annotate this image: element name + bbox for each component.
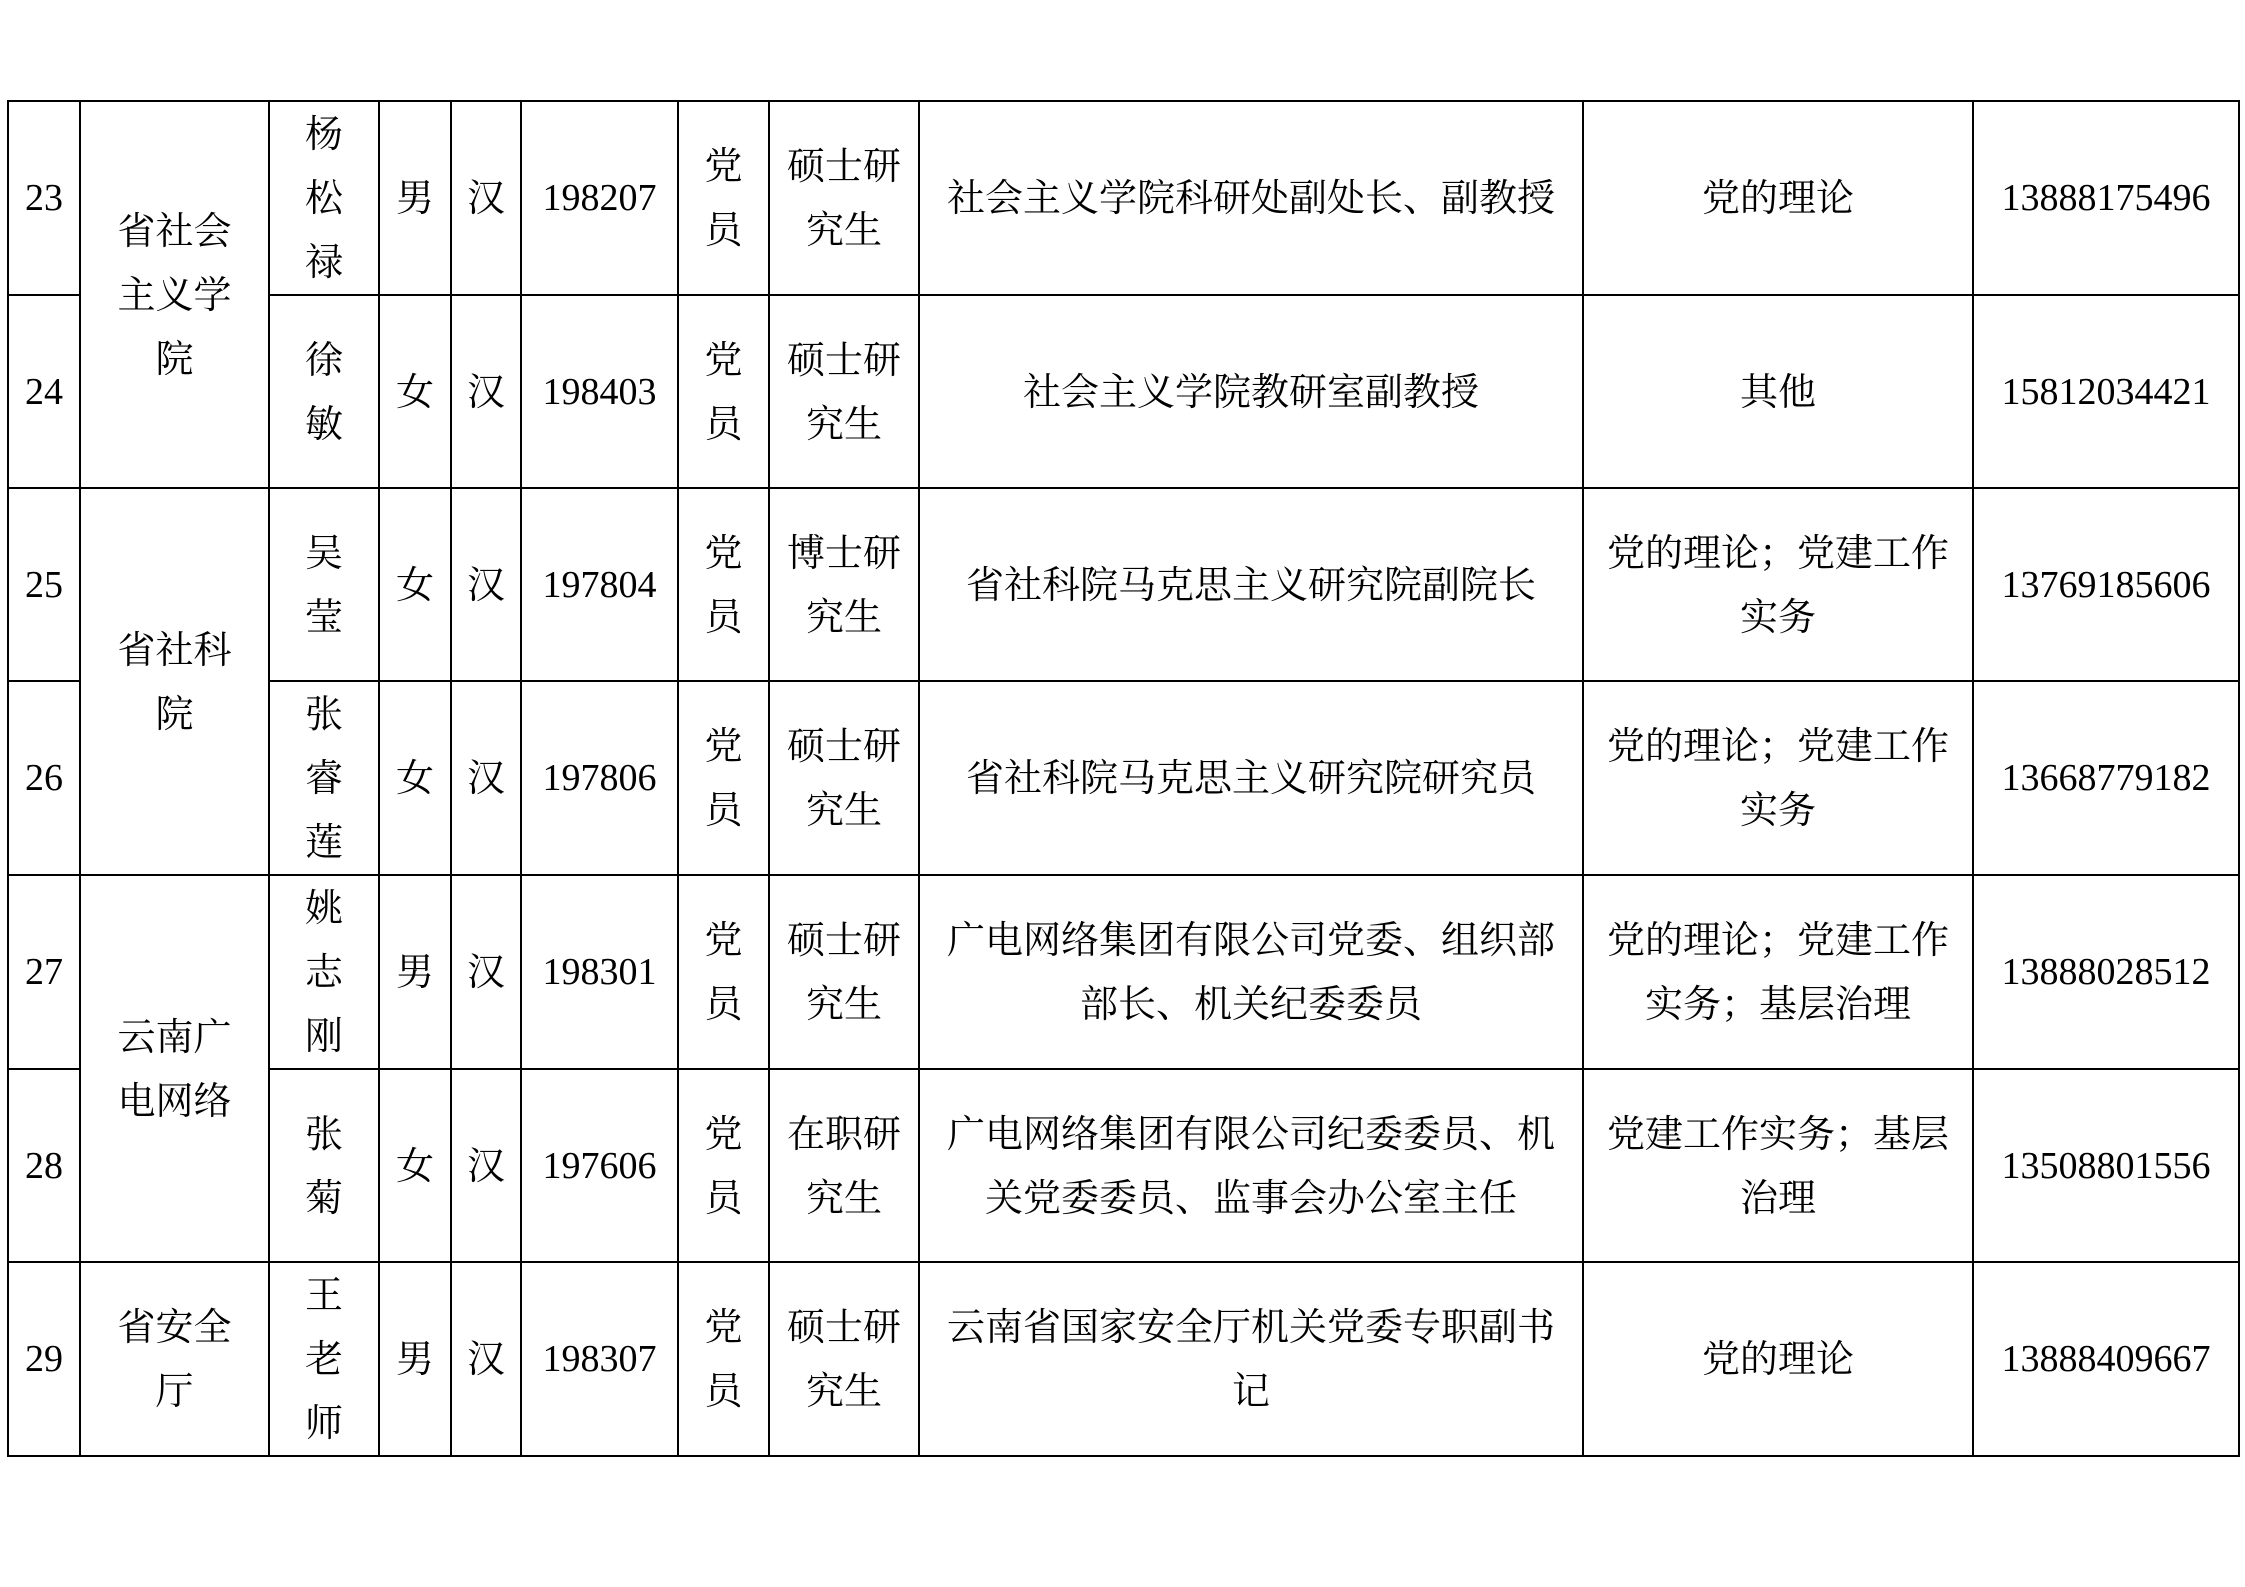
education-level: 博士研究生 [786,530,901,639]
topic-area: 党建工作实务；基层治理 [1606,1111,1949,1220]
unit-name: 省安全厅 [117,1305,232,1413]
table-row [8,1069,2239,1262]
birth-date-cell: 198301 [521,875,678,1069]
name-cell [269,295,379,488]
topic-area: 党的理论；党建工作实务；基层治理 [1606,918,1949,1026]
topic-cell [1583,875,1973,1069]
topic-cell [1583,681,1973,875]
party-cell [678,681,769,875]
education-cell [769,875,919,1069]
topic-area: 党的理论 [1701,176,1854,220]
topic-cell [1583,101,1973,295]
ethnicity-cell: 汉 [451,1069,521,1262]
party-cell [678,875,769,1069]
party-cell [678,1069,769,1262]
party-status: 党员 [704,918,743,1026]
gender-cell: 女 [379,1069,451,1262]
unit-cell [80,875,269,1262]
table-row [8,488,2239,681]
unit-cell [80,488,269,875]
party-cell [678,295,769,488]
phone-cell: 13508801556 [1973,1069,2239,1262]
name-cell [269,488,379,681]
table-row [8,875,2239,1069]
position-cell [919,875,1583,1069]
topic-area: 其他 [1739,369,1816,414]
party-status: 党员 [704,530,743,639]
party-cell [678,101,769,295]
birth-date-cell: 197806 [521,681,678,875]
row-number: 29 [8,1262,80,1456]
name-cell [269,1262,379,1456]
phone-cell: 13769185606 [1973,488,2239,681]
education-cell [769,101,919,295]
topic-area: 党的理论；党建工作实务 [1606,530,1949,639]
topic-cell [1583,488,1973,681]
row-number: 28 [8,1069,80,1262]
education-cell [769,681,919,875]
expert-roster-table [7,100,2240,1457]
name-cell [269,681,379,875]
gender-cell: 女 [379,681,451,875]
topic-area: 党的理论；党建工作实务 [1606,724,1949,832]
party-status: 党员 [704,724,743,832]
education-level: 硕士研究生 [786,144,901,252]
party-status: 党员 [704,144,743,252]
education-cell [769,488,919,681]
unit-name: 省社会主义学院 [117,208,232,381]
unit-cell [80,101,269,488]
topic-area: 党的理论 [1701,1337,1854,1381]
row-number: 25 [8,488,80,681]
row-number: 27 [8,875,80,1069]
position-title: 广电网络集团有限公司纪委委员、机关党委委员、监事会办公室主任 [946,1111,1555,1220]
position-title: 省社科院马克思主义研究院研究员 [965,756,1536,800]
birth-date-cell: 198403 [521,295,678,488]
position-title: 云南省国家安全厅机关党委专职副书记 [946,1305,1555,1413]
unit-name: 省社科院 [117,627,232,736]
topic-cell [1583,295,1973,488]
ethnicity-cell: 汉 [451,1262,521,1456]
person-name: 姚志刚 [304,886,343,1058]
party-cell [678,488,769,681]
education-level: 硕士研究生 [786,1305,901,1413]
phone-cell: 13888175496 [1973,101,2239,295]
name-cell [269,875,379,1069]
position-cell [919,101,1583,295]
person-name: 张睿莲 [304,692,343,864]
education-level: 硕士研究生 [786,918,901,1026]
table-row [8,1262,2239,1456]
position-title: 省社科院马克思主义研究院副院长 [965,562,1536,607]
education-cell [769,1262,919,1456]
ethnicity-cell: 汉 [451,101,521,295]
row-number: 26 [8,681,80,875]
row-number: 23 [8,101,80,295]
phone-cell: 13668779182 [1973,681,2239,875]
ethnicity-cell: 汉 [451,295,521,488]
education-level: 硕士研究生 [786,337,901,446]
party-status: 党员 [704,337,743,446]
position-title: 社会主义学院教研室副教授 [1022,369,1479,414]
party-status: 党员 [704,1111,743,1220]
position-cell [919,488,1583,681]
gender-cell: 女 [379,488,451,681]
name-cell [269,1069,379,1262]
position-cell [919,1262,1583,1456]
position-title: 社会主义学院科研处副处长、副教授 [946,176,1555,220]
education-level: 在职研究生 [786,1111,901,1220]
birth-date-cell: 197804 [521,488,678,681]
gender-cell: 男 [379,875,451,1069]
unit-cell [80,1262,269,1456]
party-status: 党员 [704,1305,743,1413]
table-row [8,681,2239,875]
birth-date-cell: 198307 [521,1262,678,1456]
ethnicity-cell: 汉 [451,488,521,681]
table-row [8,101,2239,295]
name-cell [269,101,379,295]
phone-cell: 15812034421 [1973,295,2239,488]
birth-date-cell: 197606 [521,1069,678,1262]
person-name: 杨松禄 [304,112,343,284]
phone-cell: 13888028512 [1973,875,2239,1069]
topic-cell [1583,1262,1973,1456]
person-name: 吴莹 [304,530,343,639]
table-row [8,295,2239,488]
ethnicity-cell: 汉 [451,681,521,875]
phone-cell: 13888409667 [1973,1262,2239,1456]
row-number: 24 [8,295,80,488]
topic-cell [1583,1069,1973,1262]
education-cell [769,1069,919,1262]
gender-cell: 女 [379,295,451,488]
gender-cell: 男 [379,101,451,295]
party-cell [678,1262,769,1456]
person-name: 张菊 [304,1111,343,1220]
unit-name: 云南广电网络 [117,1014,232,1123]
person-name: 王老师 [304,1273,343,1445]
position-cell [919,295,1583,488]
position-cell [919,1069,1583,1262]
birth-date-cell: 198207 [521,101,678,295]
ethnicity-cell: 汉 [451,875,521,1069]
position-cell [919,681,1583,875]
education-level: 硕士研究生 [786,724,901,832]
person-name: 徐敏 [304,337,343,446]
education-cell [769,295,919,488]
position-title: 广电网络集团有限公司党委、组织部部长、机关纪委委员 [946,918,1555,1026]
gender-cell: 男 [379,1262,451,1456]
